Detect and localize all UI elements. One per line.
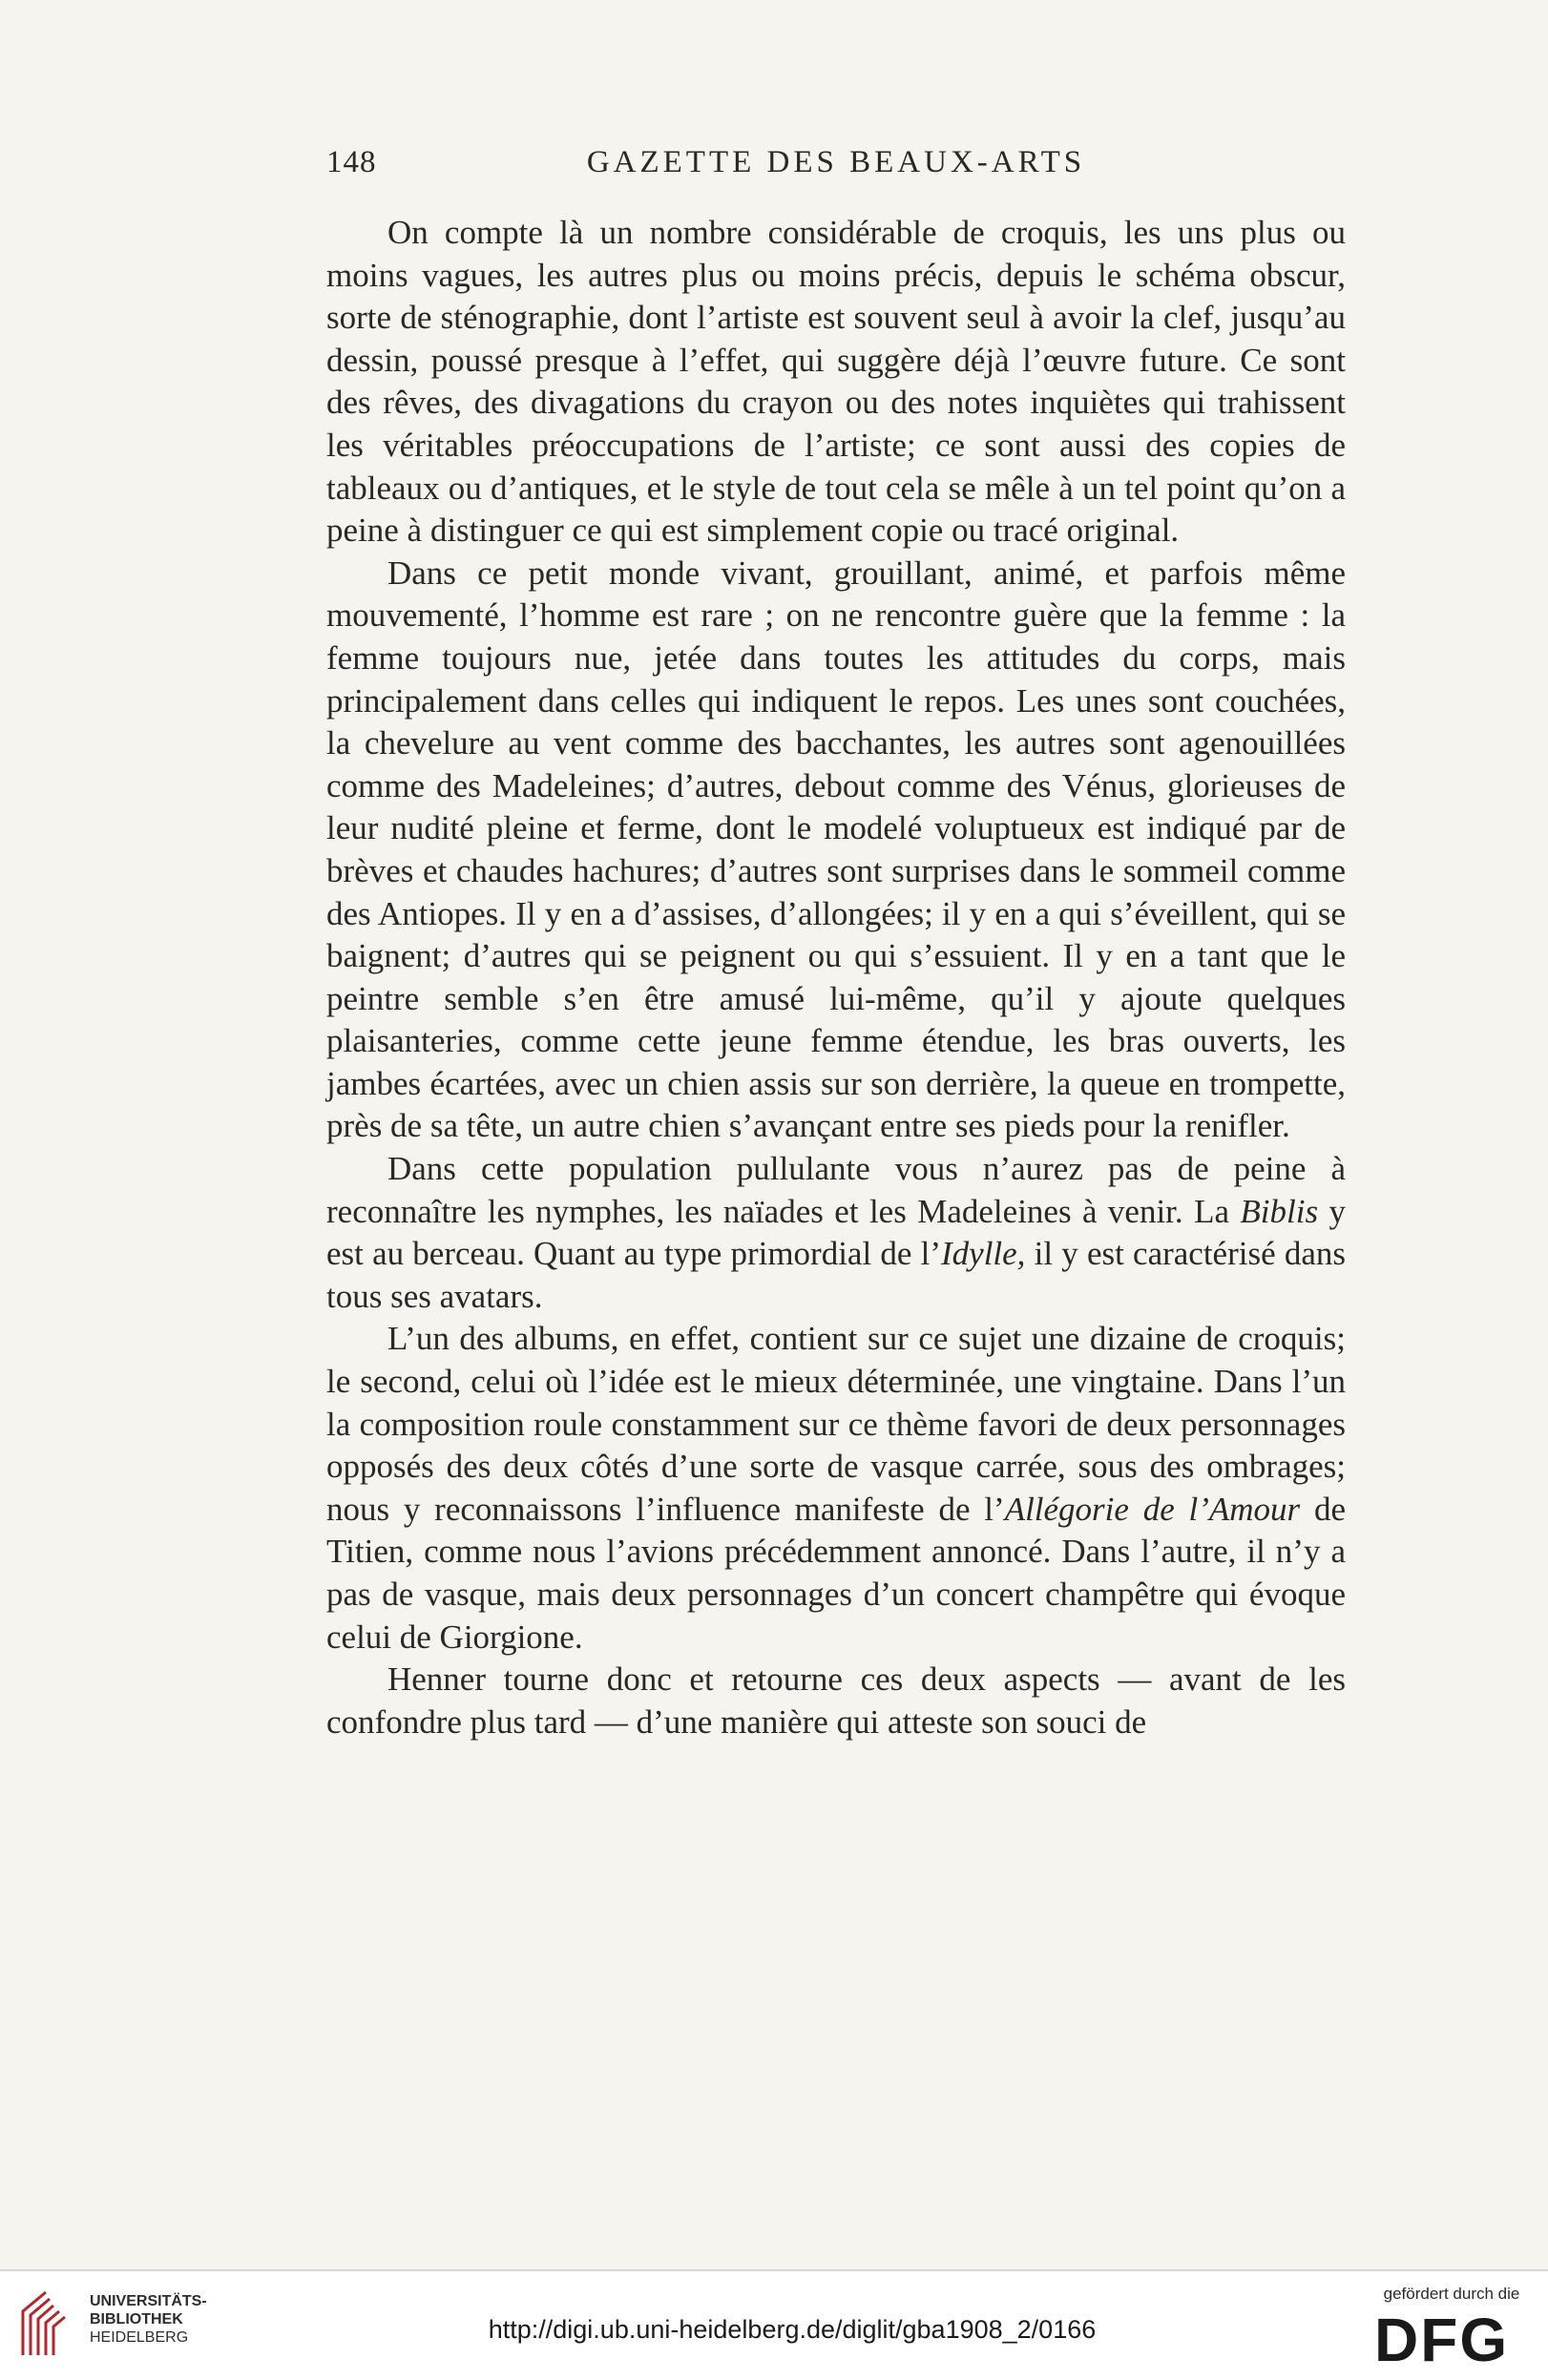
running-title: GAZETTE DES BEAUX-ARTS [586, 145, 1086, 179]
article-body [326, 212, 1346, 1743]
funder-caption: gefördert durch die [1383, 2285, 1520, 2303]
library-name-line-2: BIBLIOTHEK [90, 2311, 183, 2328]
source-url-link[interactable]: http://digi.ub.uni-heidelberg.de/diglit/gba1908_2/0166 [488, 2315, 1097, 2344]
italic-title-allegorie: Allégorie de l’Amour [1004, 1490, 1301, 1528]
paragraph-2: Dans ce petit monde vivant, grouillant, animé, et parfois même mouvementé, l’homme est rare ; on ne rencontre guère que la femme : la femme toujours nue, jetée dans toutes les attitudes du corps, mais principalement dans celles qui indiquent le repos. Les unes sont couchées, la chevelure au vent comme des bacchantes, les autres sont agenouillées comme des Madeleines; d’autres, debout comme des Vénus, glorieuses de leur nudité pleine et ferme, dont le modelé voluptueux est indiqué par de brèves et chaudes hachures; d’autres sont surprises dans le sommeil comme des Antiopes. Il y en a d’assises, d’allongées; il y en a qui s’éveillent, qui se baignent; d’autres qui se peignent ou qui s’essuient. Il y en a tant que le peintre semble s’en être amusé lui-même, qu’il y ajoute quelques plaisanteries, comme cette jeune femme étendue, les bras ouverts, les jambes écartées, avec un chien assis sur son derrière, la queue en trompette, près de sa tête, un autre chien s’avançant entre ses pieds pour la renifler. [326, 553, 1346, 1145]
university-library-logo-icon [17, 2288, 78, 2359]
library-name-line-1: UNIVERSITÄTS- [90, 2293, 207, 2309]
paragraph-5: Henner tourne donc et retourne ces deux aspects — avant de les confondre plus tard — d’une manière qui atteste son souci de [326, 1660, 1346, 1741]
paragraph-3-text-c: il y est caractérisé dans tous ses avatars. [326, 1235, 1346, 1315]
library-name-line-3: HEIDELBERG [90, 2329, 189, 2346]
digitization-footer [0, 2269, 1548, 2380]
paragraph-3-text-a: Dans cette population pullulante vous n’aurez pas de peine à reconnaître les nymphes, les naïades et les Madeleines à venir. La [326, 1150, 1346, 1230]
page-number: 148 [326, 145, 377, 179]
paragraph-3-text-b: y est au berceau. Quant au type primordial de l’ [326, 1192, 1347, 1273]
italic-title-biblis: Biblis [1240, 1192, 1319, 1230]
paragraph-4-text-b: de Titien, comme nous l’avions précédemment annoncé. Dans l’autre, il n’y a pas de vasque, mais deux personnages d’un concert champêtre qui évoque celui de Giorgione. [326, 1490, 1346, 1656]
italic-title-idylle: Idylle, [941, 1235, 1026, 1273]
paragraph-4-text-a: L’un des albums, en effet, contient sur ce sujet une dizaine de croquis; le second, celui où l’idée est le mieux déterminée, une vingtaine. Dans l’un la composition roule constamment sur ce thème favori de deux personnages opposés des deux côtés d’une sorte de vasque carrée, sous des ombrages; nous y reconnaissons l’influence manifeste de l’ [326, 1320, 1346, 1528]
paragraph-3 [326, 1148, 1346, 1318]
paragraph-1: On compte là un nombre considérable de croquis, les uns plus ou moins vagues, les autres plus ou moins précis, depuis le schéma obscur, sorte de sténographie, dont l’artiste est souvent seul à avoir la clef, jusqu’au dessin, poussé presque à l’effet, qui suggère déjà l’œuvre future. Ce sont des rêves, des divagations du crayon ou des notes inquiètes qui trahissent les véritables préoccupations de l’artiste; ce sont aussi des copies de tableaux ou d’antiques, et le style de tout cela se mêle à un tel point qu’on a peine à distinguer ce qui est simplement copie ou tracé original. [326, 214, 1346, 550]
dfg-logo: DFG [1374, 2306, 1510, 2374]
library-name [90, 2292, 207, 2347]
page-header [326, 145, 1346, 187]
footer-divider [0, 2269, 1548, 2271]
paragraph-4 [326, 1318, 1346, 1659]
